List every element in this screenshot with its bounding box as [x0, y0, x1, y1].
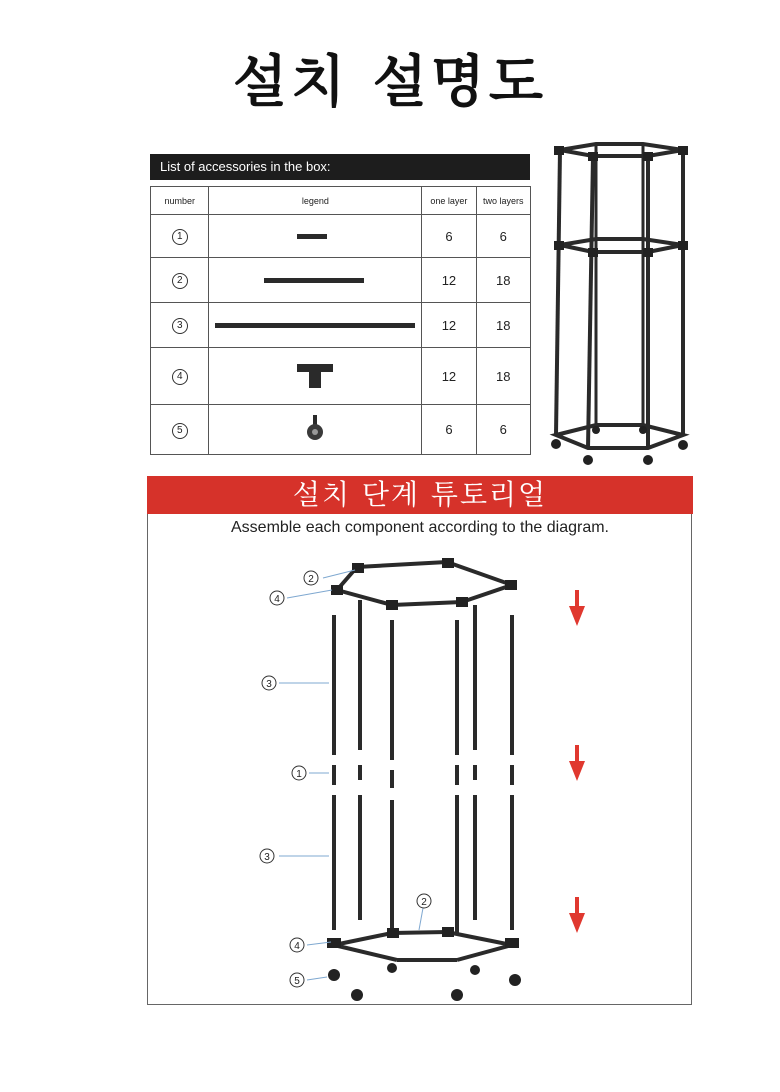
legend-t-connector — [209, 348, 422, 405]
long-tube-icon — [213, 320, 418, 330]
table-row — [151, 405, 531, 455]
callout-2-top: 2 — [308, 574, 314, 585]
callout-2-bottom: 2 — [421, 897, 427, 908]
legend-long-tube — [209, 303, 422, 348]
column-header-number: number — [151, 187, 209, 215]
page-title: 설치 설명도 — [233, 50, 547, 115]
down-arrow-icon — [569, 745, 585, 781]
vertical-tubes — [334, 600, 512, 935]
callout-4-bottom: 4 — [294, 941, 300, 952]
down-arrows — [569, 590, 585, 933]
column-header-one-layer: one layer — [422, 187, 476, 215]
callout-5: 5 — [294, 976, 300, 987]
legend-medium-tube — [209, 258, 422, 303]
table-row — [151, 348, 531, 405]
one-layer-count: 6 — [422, 405, 476, 455]
callout-labels — [260, 571, 431, 987]
part-number: 4 — [172, 369, 188, 385]
caster-wheel-icon — [300, 413, 330, 443]
one-layer-count: 6 — [422, 215, 476, 258]
t-connector-icon — [293, 360, 337, 390]
two-layers-count: 6 — [476, 405, 530, 455]
legend-caster-wheel — [209, 405, 422, 455]
one-layer-count: 12 — [422, 303, 476, 348]
caster-wheels — [327, 927, 521, 1001]
callout-3-upper: 3 — [266, 679, 272, 690]
down-arrow-icon — [569, 897, 585, 933]
part-number: 3 — [172, 318, 188, 334]
one-layer-count: 12 — [422, 258, 476, 303]
assembled-rack-image — [548, 140, 693, 475]
assembly-diagram — [147, 540, 692, 1005]
table-row — [151, 215, 531, 258]
accessories-table — [150, 186, 531, 455]
tutorial-instruction: Assemble each component according to the diagram. — [231, 519, 609, 536]
callout-3-lower: 3 — [264, 852, 270, 863]
table-row — [151, 258, 531, 303]
table-header-row — [151, 187, 531, 215]
callout-4-top: 4 — [274, 594, 280, 605]
part-number: 1 — [172, 229, 188, 245]
two-layers-count: 18 — [476, 303, 530, 348]
part-number: 2 — [172, 273, 188, 289]
part-number: 5 — [172, 423, 188, 439]
two-layers-count: 6 — [476, 215, 530, 258]
callout-1: 1 — [296, 769, 302, 780]
medium-tube-icon — [260, 275, 370, 285]
tutorial-banner: 설치 단계 튜토리얼 — [147, 476, 693, 514]
column-header-two-layers: two layers — [476, 187, 530, 215]
one-layer-count: 12 — [422, 348, 476, 405]
down-arrow-icon — [569, 590, 585, 626]
two-layers-count: 18 — [476, 348, 530, 405]
accessories-header: List of accessories in the box: — [150, 154, 530, 180]
legend-short-tube — [209, 215, 422, 258]
short-tube-icon — [295, 231, 335, 241]
two-layers-count: 18 — [476, 258, 530, 303]
table-row — [151, 303, 531, 348]
column-header-legend: legend — [209, 187, 422, 215]
bottom-frame — [334, 932, 512, 960]
